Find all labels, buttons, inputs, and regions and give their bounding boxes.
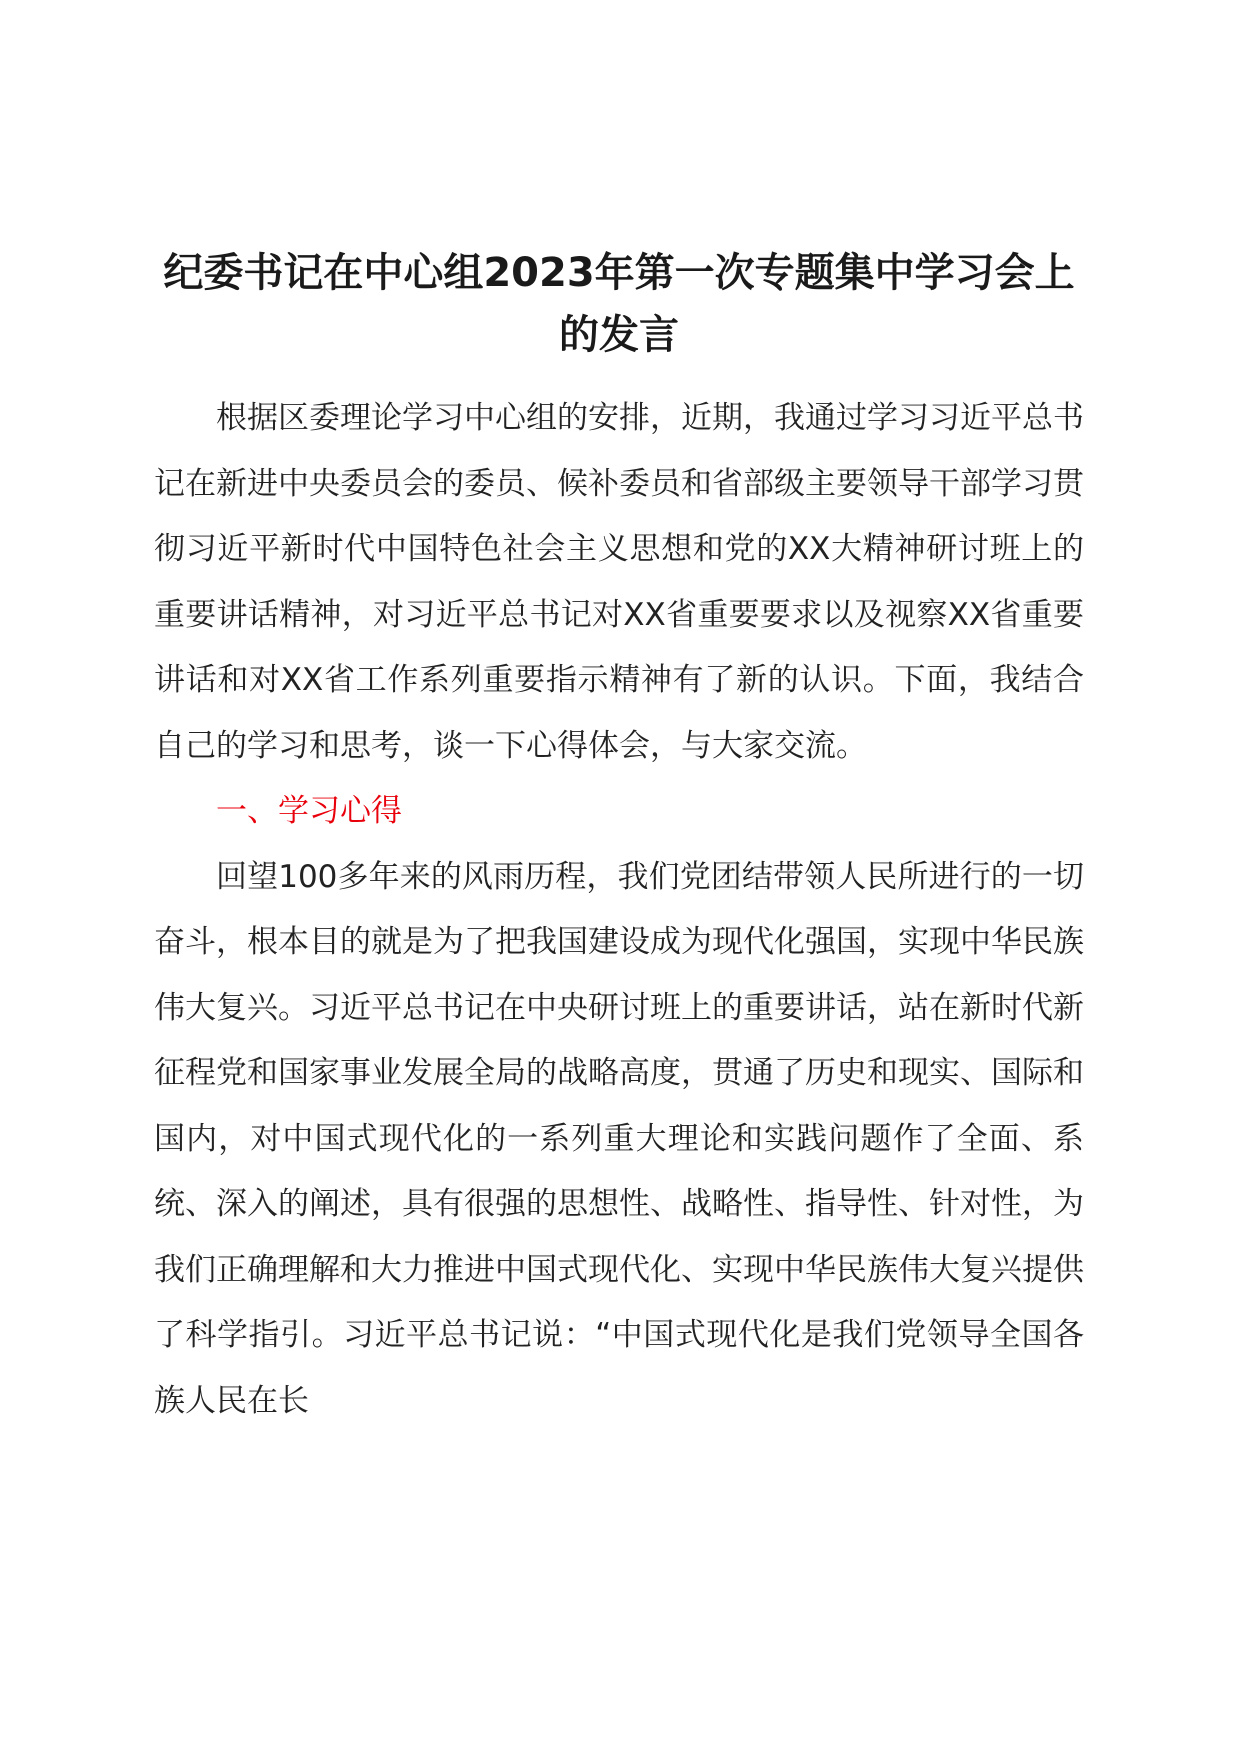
section-heading-learning: 一、学习心得 — [216, 793, 402, 829]
intro-paragraph: 根据区委理论学习中心组的安排，近期，我通过学习习近平总书记在新进中央委员会的委员、候补委员和省部级主要领导干部学习贯彻习近平新时代中国特色社会主义思想和党的XX大精神研讨班上的重要讲话精神，对习近平总书记对XX省重要要求以及视察XX省重要讲话和对XX省工作系列重要指示精神有了新的认识。下面，我结合自己的学习和思考，谈一下心得体会，与大家交流。 — [154, 400, 1084, 764]
section-body-paragraph: 回望100多年来的风雨历程，我们党团结带领人民所进行的一切奋斗，根本目的就是为了把我国建设成为现代化强国，实现中华民族伟大复兴。习近平总书记在中央研讨班上的重要讲话，站在新时代新征程党和国家事业发展全局的战略高度，贯通了历史和现实、国际和国内，对中国式现代化的一系列重大理论和实践问题作了全面、系统、深入的阐述，具有很强的思想性、战略性、指导性、针对性，为我们正确理解和大力推进中国式现代化、实现中华民族伟大复兴提供了科学指引。习近平总书记说：“中国式现代化是我们党领导全国各族人民在长 — [154, 858, 1084, 1419]
document-title: 纪委书记在中心组2023年第一次专题集中学习会上的发言 — [163, 250, 1075, 358]
document-body — [154, 242, 1084, 1434]
